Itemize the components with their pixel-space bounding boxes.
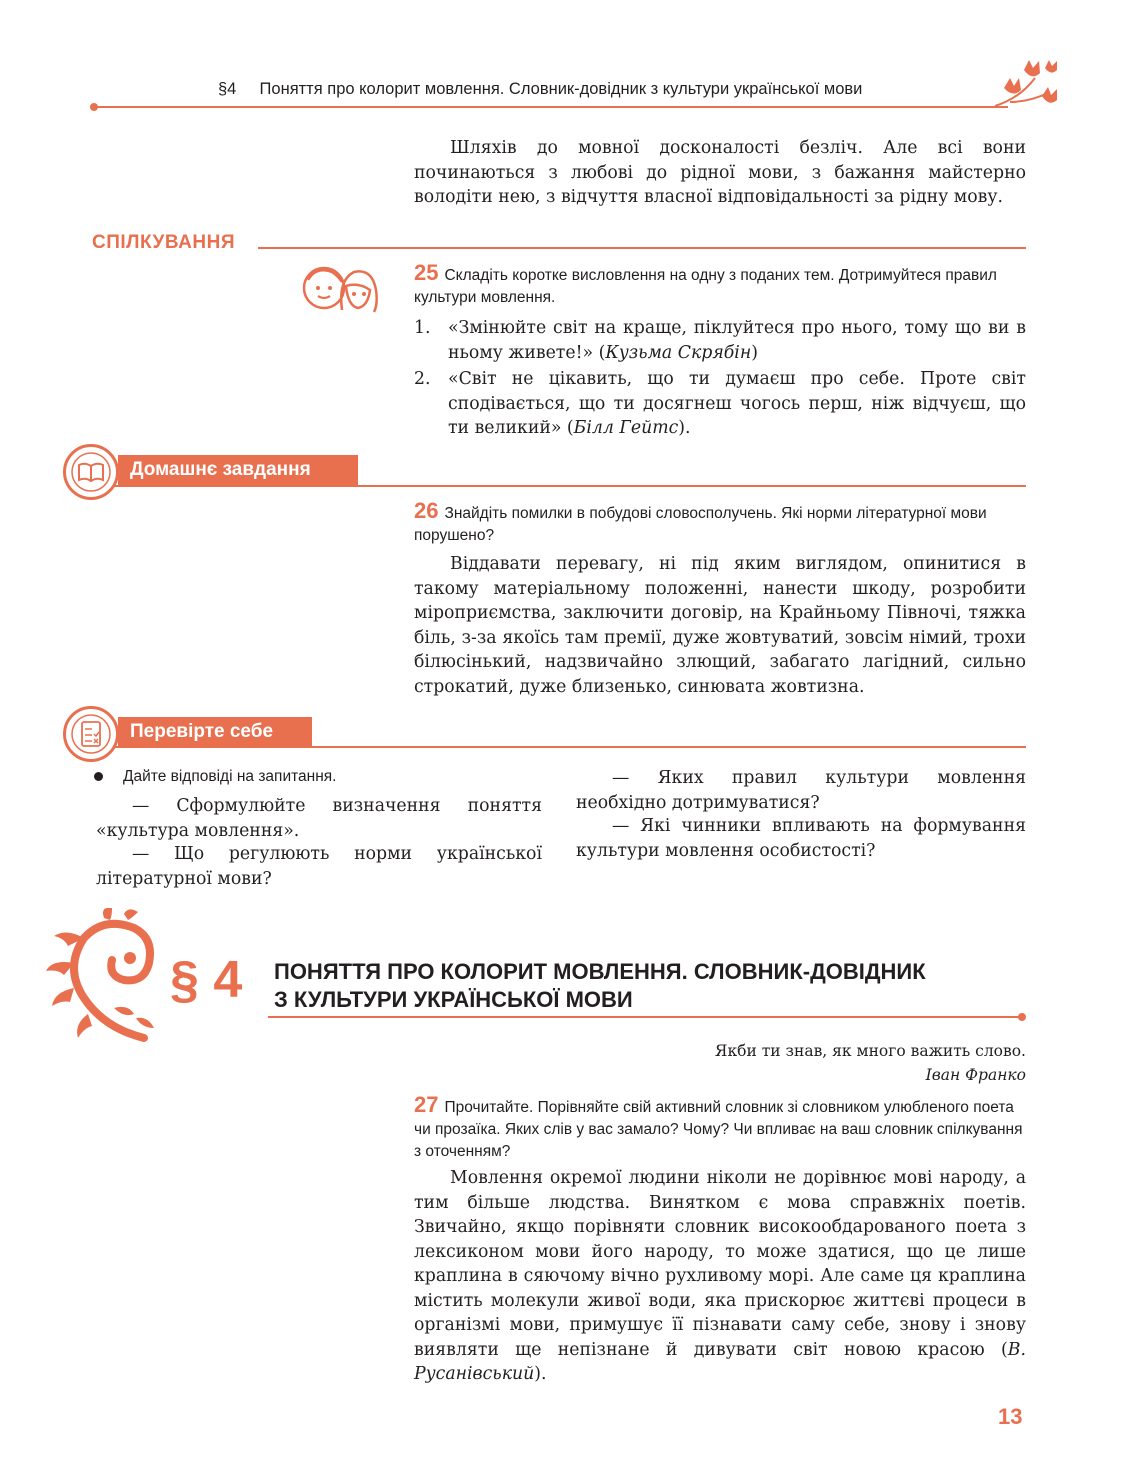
header-title: Поняття про колорит мовлення. Словник-довідник з культури української мови (259, 80, 863, 98)
task-26 (414, 500, 1026, 547)
people-faces-icon (298, 260, 382, 316)
quote-item-2-num: 2. (414, 369, 431, 389)
check-instruction: Дайте відповіді на запитання. (123, 768, 337, 785)
task-25-text: Складіть коротке висловлення на одну з поданих тем. Дотримуйтеся правил культури мовлення. (414, 267, 997, 306)
quote-item-1-end: ) (751, 342, 758, 363)
quote-item-1-author: Кузьма Скрябін (605, 342, 752, 363)
check-bullet-line (92, 766, 542, 788)
homework-banner: Домашнє завдання (118, 455, 358, 485)
quote-item-1-num: 1. (414, 318, 431, 338)
quote-item-2-end: ). (678, 418, 691, 438)
communication-rule (258, 247, 1026, 249)
header-section: §4 (218, 80, 237, 98)
header-rule-dot (90, 103, 98, 111)
check-question-4: — Які чинники впливають на формування культури мовлення особистості? (576, 816, 1026, 861)
section-title-line-2: З КУЛЬТУРИ УКРАЇНСЬКОЇ МОВИ (274, 987, 633, 1012)
check-question-3: — Яких правил культури мовлення необхідно дотримуватися? (576, 768, 1026, 813)
task-26-number: 26 (414, 498, 439, 523)
task-27-body-text: Мовлення окремої людини ніколи не дорівнює мові народу, а тим більше людства. Винятком є мова справжніх поетів. Звичайно, якщо порівняти словник високообдарованого поета з лексиконом мови його народу, то може здатися, що це лише краплина в сяючому вічно рухливому морі. Але саме ця краплина містить молекули живої води, яка прискорює життєві процеси в організмі мови, примушує її пізнавати саму себе, знову і знову виявляти ще непізнане й дивувати світ новою красою ( (414, 1168, 1026, 1360)
header-rule (96, 106, 1008, 108)
task-25-number: 25 (414, 260, 439, 285)
running-header (218, 80, 862, 99)
task-27-author: В. Русанівський (414, 1339, 1026, 1384)
quote-item-1-text: «Змінюйте світ на краще, піклуйтеся про нього, тому що ви в ньому живете!» ( (448, 318, 1026, 363)
book-icon (66, 447, 116, 497)
checklist-icon (66, 709, 116, 759)
task-27-number: 27 (414, 1092, 439, 1117)
section-title (274, 958, 926, 1014)
check-icon-circle (63, 706, 119, 762)
homework-body: Віддавати перевагу, ні під яким виглядом, опинитися в такому матеріальному положенні, нанести шкоду, розробити міроприємства, заключити договір, на Крайньому Півночі, тяжка біль, з-за якоїсь там премії, дуже жовтуватий, зовсім німий, трохи білюсінький, надзвичайно злющий, забагато лагідний, сильно строкатий, дуже близенько, синювата жовтизна. (414, 554, 1026, 697)
quote-item-2 (414, 367, 1026, 441)
quote-item-2-author: Білл Гейтс (573, 418, 679, 438)
task-26-text: Знайдіть помилки в побудові словосполучень. Які норми літературної мови порушено? (414, 505, 987, 544)
bullet-dot (94, 772, 103, 781)
section-mark: § 4 (170, 951, 243, 1009)
page-number: 13 (998, 1404, 1023, 1429)
task-27 (414, 1094, 1026, 1163)
floral-ornament-icon (44, 908, 168, 1046)
quote-item-1 (414, 316, 1026, 365)
section-rule-dot (1018, 1013, 1026, 1021)
check-question-1: — Сформулюйте визначення поняття «культура мовлення». (96, 796, 542, 841)
task-25 (414, 262, 1026, 309)
epigraph-author: Іван Франко (925, 1066, 1026, 1084)
task-27-end: ). (534, 1364, 547, 1384)
quote-item-2-text: «Світ не цікавить, що ти думаєш про себе. Проте світ сподівається, що ти досягнеш чогось перш, ніж відчуєш, що ти великий» ( (448, 369, 1026, 438)
task-27-text: Прочитайте. Порівняйте свій активний словник зі словником улюбленого поета чи прозаїка. Яких слів у вас замало? Чому? Чи впливає на ваш словник спілкування з оточенням? (414, 1099, 1023, 1160)
communication-heading: СПІЛКУВАННЯ (92, 232, 235, 253)
epigraph: Якби ти знав, як много важить слово. (714, 1042, 1026, 1060)
check-banner: Перевірте себе (118, 717, 312, 747)
section-title-line-1: ПОНЯТТЯ ПРО КОЛОРИТ МОВЛЕННЯ. СЛОВНИК-ДОВІДНИК (274, 959, 926, 984)
homework-icon-circle (63, 444, 119, 500)
homework-rule (96, 485, 1026, 487)
quote-list (414, 316, 1026, 441)
check-question-2: — Що регулюють норми української літературної мови? (96, 844, 542, 889)
flower-ornament-icon (990, 58, 1065, 118)
task-27-body (414, 1166, 1026, 1387)
intro-paragraph: Шляхів до мовної досконалості безліч. Але всі вони починаються з любові до рідної мови, з бажання майстерно володіти нею, з відчуття власної відповідальності за рідну мову. (414, 138, 1026, 207)
section-rule (268, 1016, 1020, 1018)
